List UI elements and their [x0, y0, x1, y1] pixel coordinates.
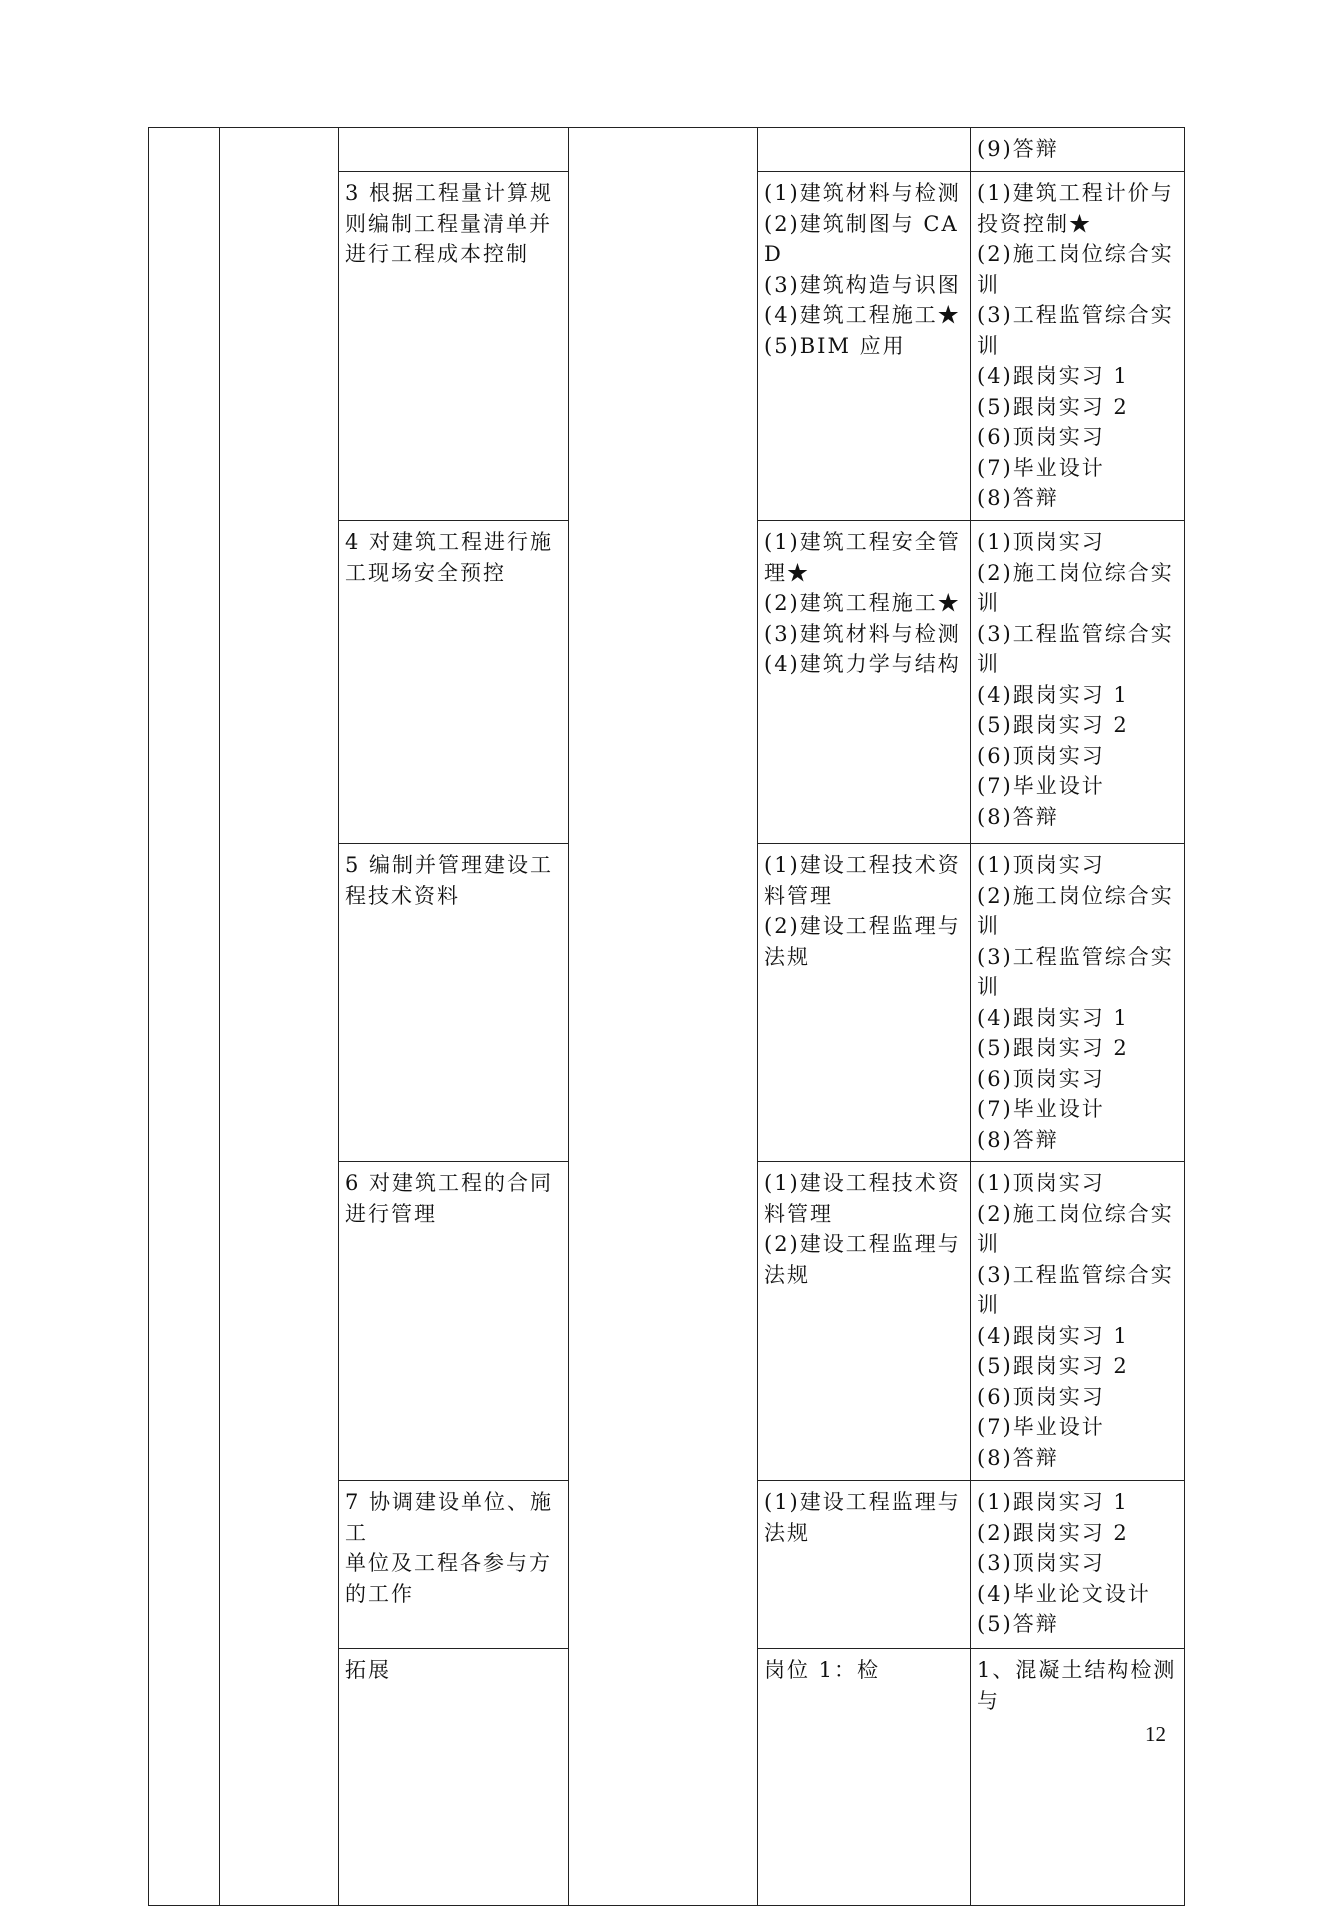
practice-line: (2)施工岗位综合实 — [977, 242, 1174, 266]
practice-cell — [971, 1481, 1185, 1649]
task-cell — [339, 844, 569, 1162]
course-line: (3)建筑材料与检测 — [764, 621, 961, 646]
practice-line: 训 — [977, 652, 1000, 676]
course-line: (3)建筑构造与识图 — [764, 272, 961, 297]
task-line: 3 根据工程量计算规 — [345, 181, 554, 205]
practice-line: (1)建筑工程计价与 — [977, 181, 1174, 205]
practice-line: 训 — [977, 1293, 1000, 1317]
course-line: (2)建设工程监理与 — [764, 1232, 961, 1256]
task-line: 7 协调建设单位、施工 — [345, 1490, 554, 1545]
practice-line: (9)答辩 — [977, 137, 1059, 161]
practice-line: (8)答辩 — [977, 804, 1059, 829]
category-cell: 拓展 — [339, 1649, 569, 1906]
task-line: 的工作 — [345, 1581, 414, 1606]
position-cell — [220, 128, 339, 1906]
practice-line: 训 — [977, 1232, 1000, 1256]
practice-line: 投资控制★ — [977, 211, 1092, 236]
practice-line: (5)跟岗实习 2 — [977, 394, 1129, 419]
courses-cell — [758, 1481, 971, 1649]
course-line: (2)建筑制图与 CAD — [764, 211, 959, 266]
practice-cell — [971, 128, 1185, 172]
practice-line: (7)毕业设计 — [977, 1415, 1105, 1439]
task-line: 6 对建筑工程的合同 — [345, 1171, 554, 1195]
course-line: 法规 — [764, 944, 810, 969]
practice-cell — [971, 521, 1185, 844]
task-cell — [339, 172, 569, 521]
task-line: 进行工程成本控制 — [345, 242, 529, 266]
task-line: 4 对建筑工程进行施 — [345, 530, 554, 554]
category-cell — [149, 128, 220, 1906]
practice-line: (3)顶岗实习 — [977, 1551, 1105, 1575]
practice-line: (2)跟岗实习 2 — [977, 1520, 1129, 1545]
courses-cell — [758, 1162, 971, 1481]
position-cell: 岗位 1：检 — [758, 1649, 971, 1906]
practice-cell — [971, 172, 1185, 521]
course-line: (5)BIM 应用 — [764, 333, 906, 358]
practice-line: (5)答辩 — [977, 1612, 1059, 1636]
course-line: (2)建设工程监理与 — [764, 914, 961, 938]
practice-line: (6)顶岗实习 — [977, 425, 1105, 449]
course-line: (1)建设工程监理与 — [764, 1490, 961, 1514]
course-line: (2)建筑工程施工★ — [764, 591, 961, 615]
practice-line: 训 — [977, 333, 1000, 358]
practice-line: (4)毕业论文设计 — [977, 1581, 1151, 1606]
practice-line: (1)顶岗实习 — [977, 853, 1105, 877]
practice-line: (7)毕业设计 — [977, 455, 1105, 480]
task-line: 5 编制并管理建设工 — [345, 853, 554, 877]
practice-line: (4)跟岗实习 1 — [977, 1005, 1129, 1030]
courses-cell — [758, 521, 971, 844]
practice-line: (1)顶岗实习 — [977, 530, 1105, 554]
practice-line: (4)跟岗实习 1 — [977, 364, 1129, 388]
task-line: 工现场安全预控 — [345, 560, 506, 585]
courses-cell — [758, 128, 971, 172]
course-line: 法规 — [764, 1520, 810, 1545]
courses-cell — [758, 844, 971, 1162]
practice-line: (1)跟岗实习 1 — [977, 1490, 1129, 1514]
practice-line: (6)顶岗实习 — [977, 743, 1105, 768]
course-line: 料管理 — [764, 1201, 833, 1226]
task-cell — [339, 1162, 569, 1481]
task-cell — [339, 1481, 569, 1649]
curriculum-table — [148, 127, 1185, 1906]
task-line: 单位及工程各参与方 — [345, 1551, 552, 1575]
table-row — [149, 128, 1185, 172]
practice-line: 训 — [977, 914, 1000, 938]
practice-line: (3)工程监管综合实 — [977, 303, 1174, 327]
practice-line: (8)答辩 — [977, 1445, 1059, 1470]
practice-line: (2)施工岗位综合实 — [977, 1201, 1174, 1226]
page-number: 12 — [1145, 1722, 1166, 1746]
practice-line: (3)工程监管综合实 — [977, 1262, 1174, 1287]
practice-line: (8)答辩 — [977, 486, 1059, 510]
practice-line: (5)跟岗实习 2 — [977, 1036, 1129, 1060]
course-line: 料管理 — [764, 883, 833, 908]
practice-line: (7)毕业设计 — [977, 1097, 1105, 1121]
task-line: 程技术资料 — [345, 883, 460, 908]
practice-line: (5)跟岗实习 2 — [977, 1354, 1129, 1378]
task-cell — [339, 521, 569, 844]
ability-cell — [569, 128, 758, 1906]
course-line: 法规 — [764, 1262, 810, 1287]
course-line: (1)建设工程技术资 — [764, 1171, 961, 1195]
practice-line: 训 — [977, 272, 1000, 297]
practice-line: (7)毕业设计 — [977, 774, 1105, 798]
task-line: 则编制工程量清单并 — [345, 211, 552, 236]
practice-line: (3)工程监管综合实 — [977, 621, 1174, 646]
practice-line: (6)顶岗实习 — [977, 1384, 1105, 1409]
course-line: (1)建筑材料与检测 — [764, 181, 961, 205]
task-line: 进行管理 — [345, 1201, 437, 1226]
practice-line: 训 — [977, 591, 1000, 615]
course-line: (4)建筑力学与结构 — [764, 652, 961, 676]
practice-line: (6)顶岗实习 — [977, 1066, 1105, 1091]
course-line: (1)建筑工程安全管 — [764, 530, 961, 554]
practice-line: (8)答辩 — [977, 1127, 1059, 1152]
course-line: (4)建筑工程施工★ — [764, 303, 961, 327]
course-line: (1)建设工程技术资 — [764, 853, 961, 877]
practice-cell — [971, 844, 1185, 1162]
task-cell: 1、混凝土结构检测与 — [971, 1649, 1185, 1906]
practice-line: (5)跟岗实习 2 — [977, 713, 1129, 737]
task-cell — [339, 128, 569, 172]
practice-line: (1)顶岗实习 — [977, 1171, 1105, 1195]
practice-line: (3)工程监管综合实 — [977, 944, 1174, 969]
practice-line: (4)跟岗实习 1 — [977, 1323, 1129, 1348]
course-line: 理★ — [764, 560, 810, 585]
practice-line: 训 — [977, 975, 1000, 999]
courses-cell — [758, 172, 971, 521]
practice-cell — [971, 1162, 1185, 1481]
practice-line: (2)施工岗位综合实 — [977, 560, 1174, 585]
practice-line: (2)施工岗位综合实 — [977, 883, 1174, 908]
practice-line: (4)跟岗实习 1 — [977, 682, 1129, 707]
